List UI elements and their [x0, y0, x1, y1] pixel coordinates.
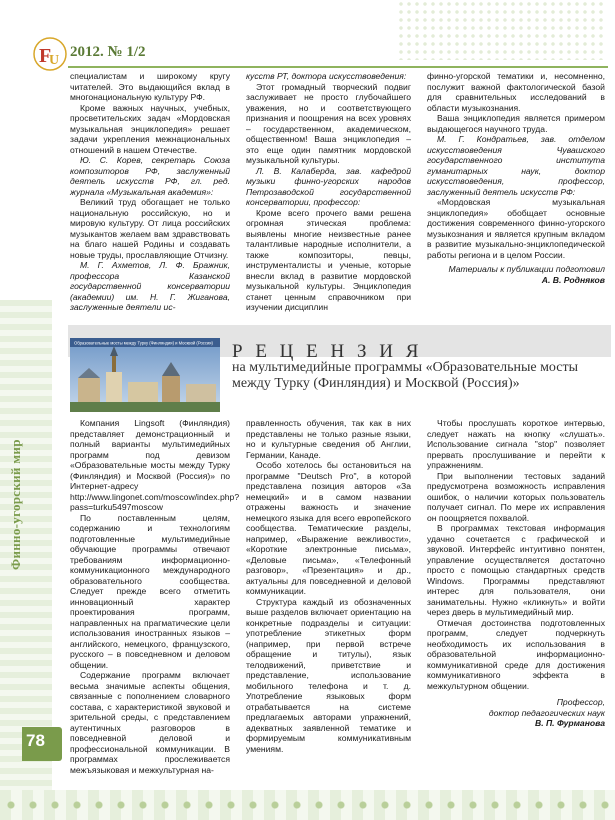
paragraph: Великий труд обогащает не только национальную российскую, но и мировую культуру. От лица российских музыкантов желаем вам здравствовать на благо нашей Родины и создавать новые труды, прославляющие Отчизну. — [70, 197, 230, 260]
credit-author: А. В. Родняков — [541, 274, 605, 285]
journal-logo-icon — [33, 37, 67, 71]
top-column-2 — [246, 71, 411, 313]
page-number: 78 — [26, 731, 45, 750]
bottom-column-2 — [246, 418, 411, 754]
paragraph: Компания Lingsoft (Финляндия) представляет демонстрационный и полный варианты мультимедийных программ под девизом «Образовательные мосты между Турку (Финляндия) и Москвой (Россия)» по Интернет-адресу http://www.lingonet.com/moscow/index.php?pass=turku5497moscow — [70, 418, 240, 512]
paragraph: Чтобы прослушать короткое интервью, следует нажать на кнопку «слушать». Использование сигнала "stop" позволяет прервать прослушивание и перейти к упражнениям. — [427, 418, 605, 470]
photo-caption: Образовательные мосты между Турку (Финляндия) и Москвой (Россия) — [74, 340, 213, 346]
paragraph: финно-угорской тематики и, несомненно, послужит важной фактологической базой для сравнительных исследований в области музыкознания. — [427, 71, 605, 113]
paragraph: правленность обучения, так как в них представлены не только разные языки, но и культурные сведения об Англии, Германии, Канаде. — [246, 418, 411, 460]
issue-number: 2012. № 1/2 — [70, 44, 146, 60]
left-sidebar — [0, 0, 54, 820]
credit-line: Материалы к публикации подготовил — [448, 264, 605, 274]
author-name: В. П. Фурманова — [535, 718, 605, 728]
top-column-3 — [427, 71, 605, 285]
paragraph: По поставленным целям, содержанию и технологиям подготовленные мультимедийные обучающие программы отвечают требованиям информационно-коммуникационного международного образовательного сообщества. Следует прежде всего отметить инновационный характер проектирования программ, направленных на прагматические цели использования иностранных языков – английского, немецкого, французского, русского – в повседневном и деловом общении. — [70, 512, 230, 670]
header-rule — [68, 66, 608, 68]
author-signature: Л. В. Калаберда, зав. кафедрой музыки финно-угорских народов Петрозаводской государственной консерватории, профессор: — [246, 165, 411, 207]
paragraph: Содержание программ включает весьма значимые аспекты общения, связанные с пополнением словарного состава, с характеристикой звуковой и зрительной среды, с представлением аутентичных разговоров в повседневной деловой и профессиональной коммуникации. В программах прослеживается межъязыковая и межкультурная на- — [70, 670, 230, 775]
paragraph: специалистам и широкому кругу читателей. Это выдающийся вклад в многонациональную культуру РФ. — [70, 71, 230, 102]
author-signature: М. Г. Ахметов, Л. Ф. Бражник, профессора Казанской государственной консерватории (академии) им. Н. Г. Жиганова, заслуженные деятели ис- — [70, 260, 230, 312]
paragraph: Структура каждый из обозначенных выше разделов включает ориентацию на конкретные подразделы и ситуации: употребление этикетных форм (например, при первой встрече обращение и титулы), язык телодвижений, приветствие и представление, использование мобильного телефона и т. д. Употребление языковых форм отрабатывается на системе предлагаемых авторами упражнений, адекватных заявленной тематике и формируемым коммуникативным умениям. — [246, 596, 411, 754]
svg-text:F: F — [39, 45, 52, 67]
header-ornament — [397, 0, 607, 60]
bottom-column-3 — [427, 418, 605, 729]
cityscape-photo — [70, 338, 220, 412]
bottom-column-1 — [70, 418, 240, 775]
paragraph: Особо хотелось бы остановиться на программе "Deutsch Pro", в которой представлена позиция авторов «За немецкий» и в самом названии отражены важность и значение немецкого языка для всего европейского сообщества. Тематические разделы, например, «Выражение вежливости», «Короткие электронные письма», «Деловые письма», «Телефонный разговор», «Презентация» и др., актуальны для повседневной и деловой коммуникации. — [246, 460, 411, 596]
paragraph: В программах текстовая информация удачно сочетается с графической и звуковой. Интерфейс интуитивно понятен, управление осуществляется достаточно просто с помощью стандартных средств Windows. Программы представляют интерес для пользователя, они занимательны. Нужно «кликнуть» и войти через дверь в мультимедийный мир. — [427, 523, 605, 617]
author-signature: кусств РТ, доктора искусствоведения: — [246, 71, 407, 81]
section-label: Финно-угорский мир — [8, 439, 23, 570]
paragraph: Этот громадный творческий подвиг заслуживает не просто глубочайшего уважения, но и соответствующего признания и поощрения на всех уровнях – государственном, академическом, общественном! Ваша энциклопедия – это еще один памятник мордовской музыкальной культуры. — [246, 81, 411, 165]
paragraph: Отмечая достоинства подготовленных программ, следует подчеркнуть необходимость их использования в образовательной информационно-коммуникативной среде для достижения коммуникативного эффекта в межкультурном общении. — [427, 617, 605, 691]
review-title: Р Е Ц Е Н З И Я — [232, 341, 423, 362]
author-degree: доктор педагогических наук — [488, 707, 605, 718]
author-title: Профессор, — [556, 697, 605, 707]
author-signature: М. Г. Кондратьев, зав. отделом искусствоведения Чувашского государственного института гуманитарных наук, доктор искусствоведения, профессор, заслуженный деятель искусств РФ: — [427, 134, 605, 197]
paragraph: При выполнении тестовых заданий предусмотрена возможность исправления ошибок, о наличии которых пользователь получает сигнал. По мере их исправления он поощряется похвалой. — [427, 470, 605, 523]
svg-text:U: U — [49, 53, 60, 68]
paragraph: Кроме важных научных, учебных, просветительских задач «Мордовская музыкальная энциклопедия» решает задачи укрепления межнациональных отношений в нашем Отечестве. — [70, 102, 230, 155]
paragraph: «Мордовская музыкальная энциклопедия» обобщает основные достижения современного финно-угорского музыкознания и является крупным вкладом в развитие музыкально-энциклопедической работы региона и в целом России. — [427, 197, 605, 260]
top-column-1 — [70, 71, 230, 313]
paragraph: Кроме всего прочего вами решена огромная этическая проблема: выявлены многие неизвестные ранее талантливые народные исполнители, а также композиторы, певцы, инструменталисты и ученые, которые внесли вклад в развитие мордовской музыкальной культуры. Энциклопедия станет ценным справочником при изучении дисциплин — [246, 207, 411, 312]
author-signature: Ю. С. Корев, секретарь Союза композиторов РФ, заслуженный деятель искусств РФ, гл. ред. журнала «Музыкальная академия»: — [70, 155, 230, 197]
review-subtitle: на мультимедийные программы «Образовательные мосты между Турку (Финляндия) и Москвой (Россия)» — [232, 360, 579, 391]
paragraph: Ваша энциклопедия является примером выдающегося научного труда. — [427, 113, 605, 134]
footer-ornament — [0, 790, 615, 820]
